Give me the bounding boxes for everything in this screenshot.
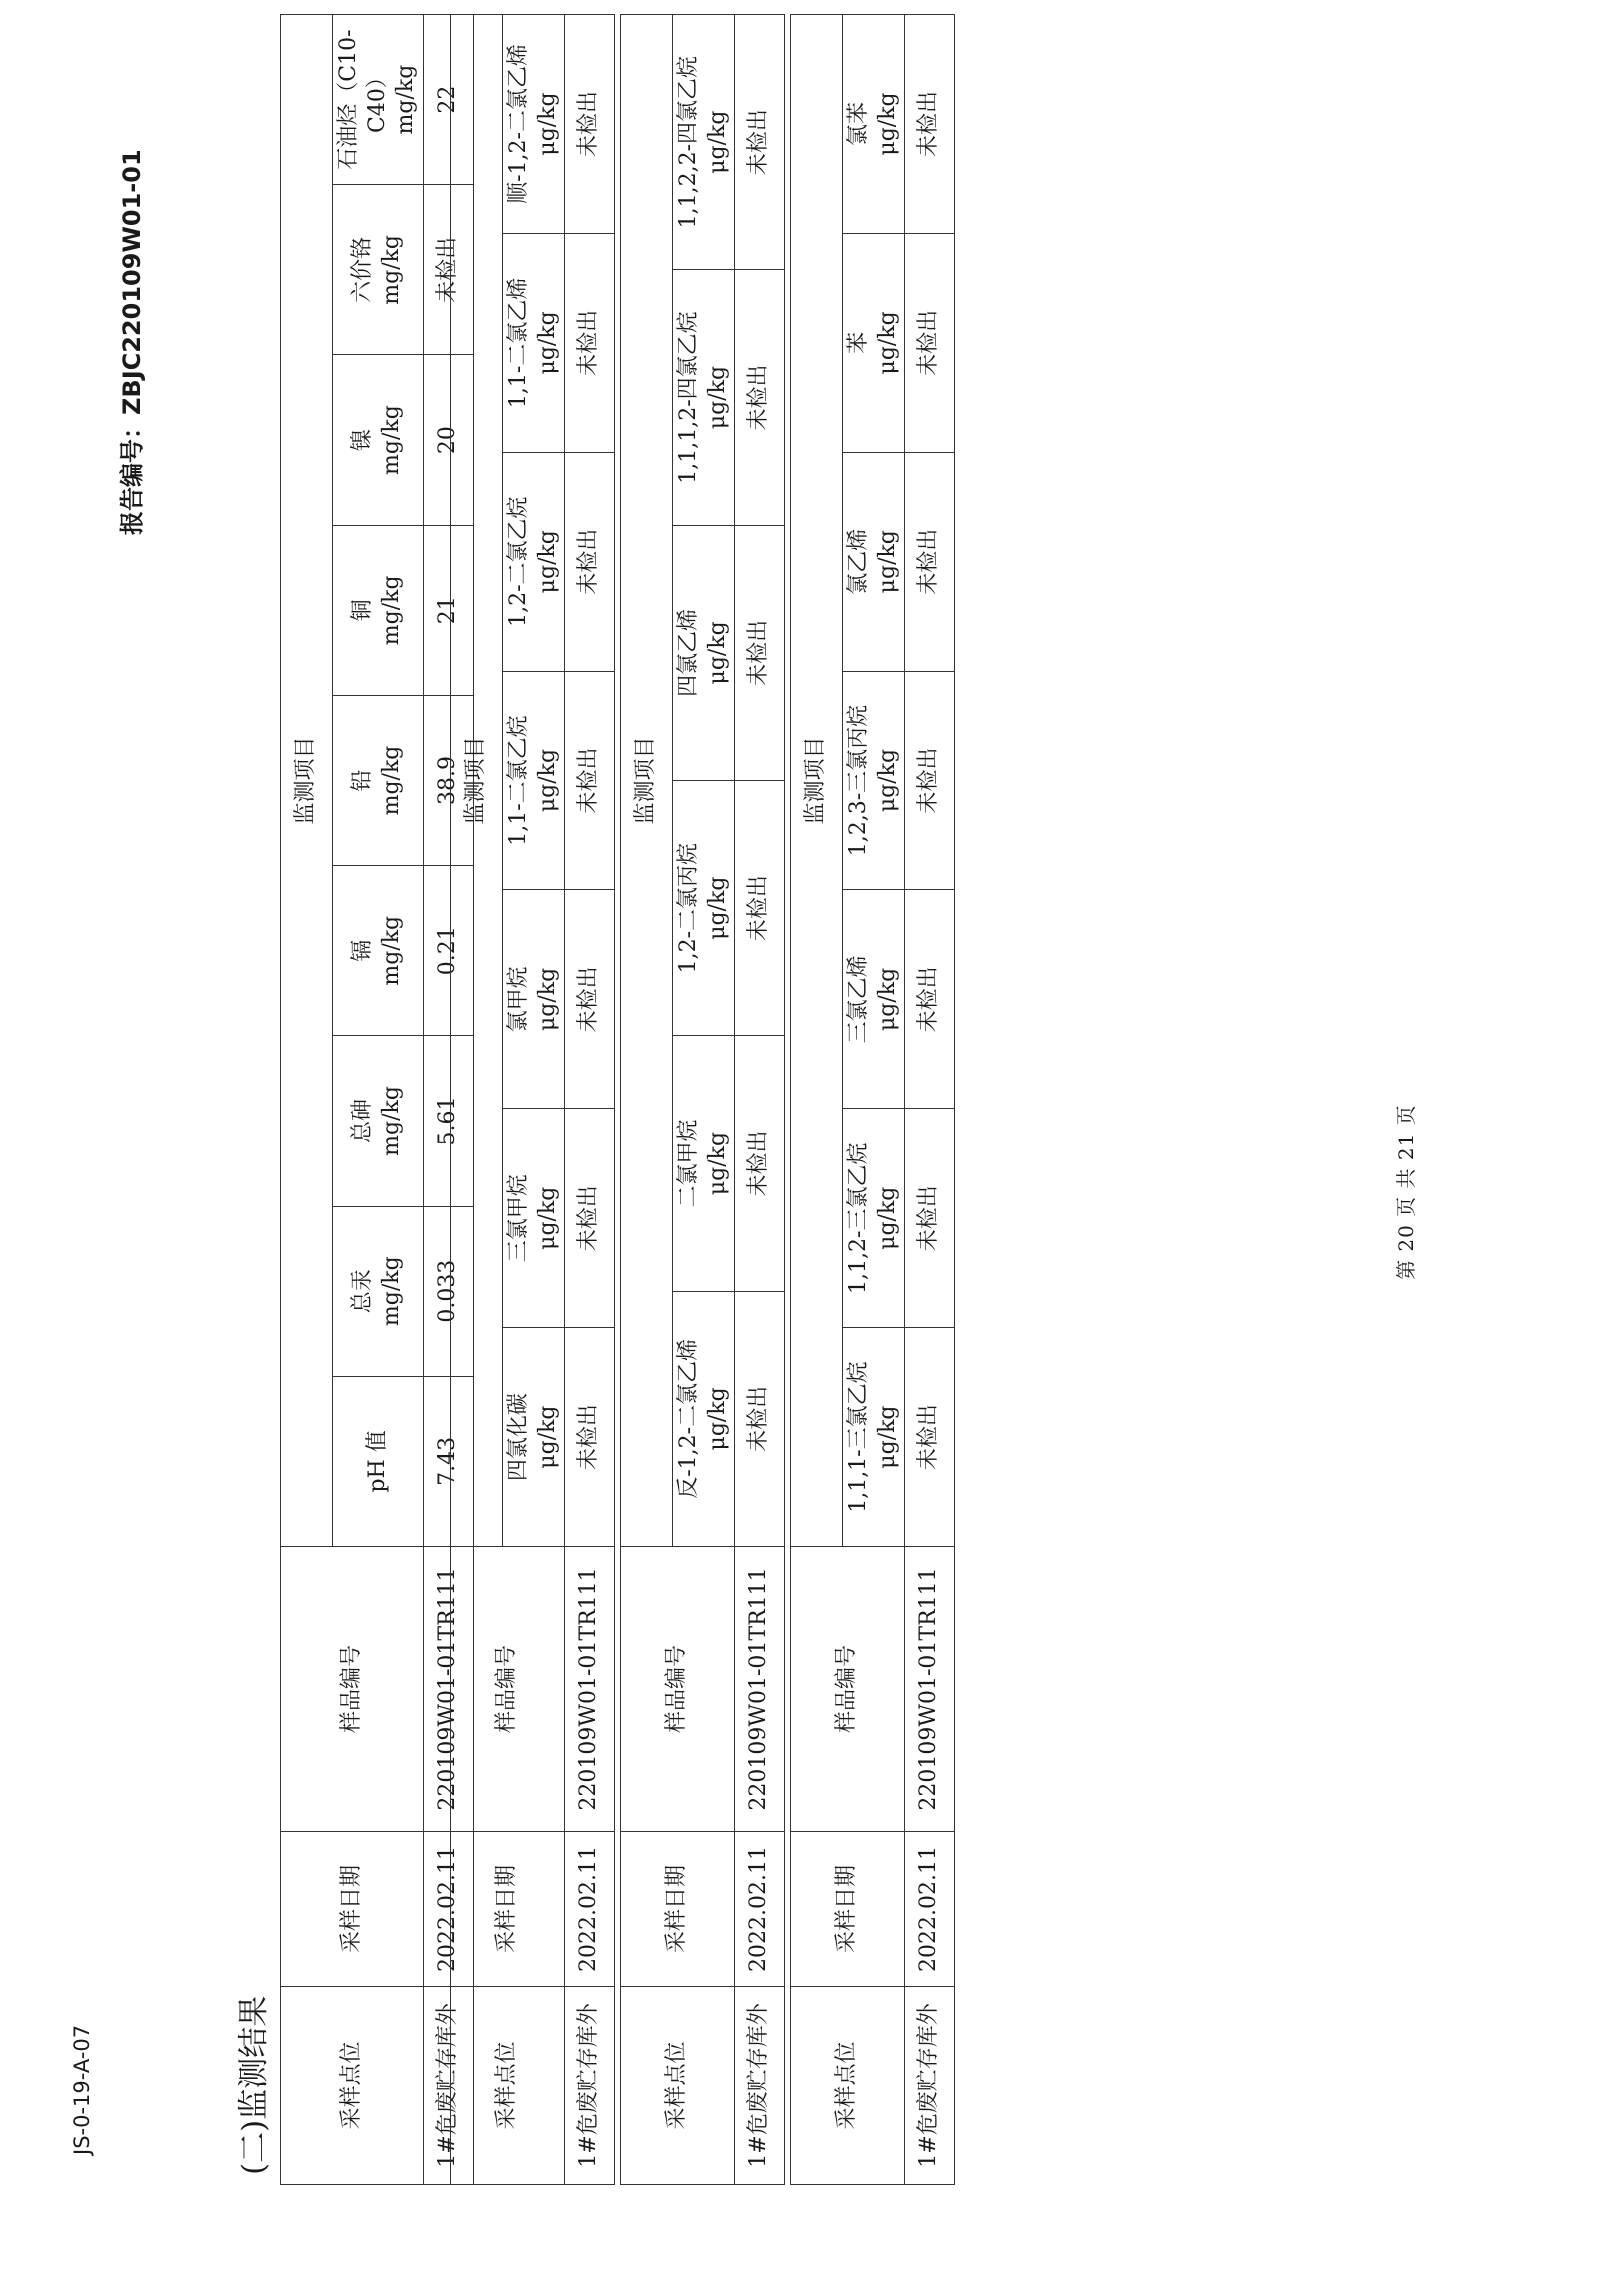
date-cell: 2022.02.11 xyxy=(565,1832,615,1987)
item-name: 铜 xyxy=(350,599,376,622)
item-name: 六价铬 xyxy=(350,236,376,303)
sample-cell: 220109W01-01TR111 xyxy=(905,1547,955,1832)
item-unit: mg/kg xyxy=(378,1086,404,1156)
item-name: 1,2-二氯丙烷 xyxy=(676,842,701,974)
item-unit: μg/kg xyxy=(704,876,730,940)
item-name: 氯苯 xyxy=(846,101,871,146)
item-header xyxy=(843,233,905,452)
item-unit: mg/kg xyxy=(378,234,404,305)
item-header xyxy=(503,671,565,890)
value-cell: 未检出 xyxy=(905,452,955,671)
value-cell: 未检出 xyxy=(735,1036,785,1291)
item-unit: μg/kg xyxy=(534,92,560,156)
item-name: 1,1,1-三氯乙烷 xyxy=(846,1361,871,1513)
table-row xyxy=(735,14,785,2184)
value-cell: 未检出 xyxy=(905,1109,955,1328)
table-row xyxy=(905,15,955,2185)
form-code: JS-0-19-A-07 xyxy=(70,2024,94,2155)
item-header xyxy=(673,1291,735,1546)
value-cell: 22 xyxy=(423,14,473,184)
item-unit: μg/kg xyxy=(874,1405,900,1469)
site-cell: 1#危废贮存库外 xyxy=(565,1987,615,2185)
item-name: 1,2,3-三氯丙烷 xyxy=(846,704,871,857)
item-unit: μg/kg xyxy=(704,365,730,430)
value-cell: 未检出 xyxy=(905,890,955,1109)
item-header xyxy=(503,890,565,1109)
item-unit: mg/kg xyxy=(378,405,404,475)
value-cell: 5.61 xyxy=(423,1036,473,1206)
item-header xyxy=(503,15,565,234)
item-name: 镉 xyxy=(350,939,376,962)
value-cell: 未检出 xyxy=(565,15,615,234)
header-row xyxy=(621,14,673,2184)
item-header xyxy=(673,14,735,269)
sample-header: 样品编号 xyxy=(791,1547,905,1832)
item-unit: mg/kg xyxy=(378,915,404,986)
item-unit: μg/kg xyxy=(874,92,900,156)
value-cell: 38.9 xyxy=(423,695,473,865)
results-table xyxy=(790,14,955,2185)
page-footer: 第 20 页 共 21 页 xyxy=(1394,1104,1418,1280)
item-header xyxy=(673,781,735,1036)
item-name: 1,1,2,2-四氯乙烷 xyxy=(676,55,701,229)
item-name: 氯甲烷 xyxy=(506,966,531,1033)
section-title: (二)监测结果 xyxy=(236,1995,272,2175)
item-header xyxy=(843,452,905,671)
item-unit: μg/kg xyxy=(874,311,900,375)
item-header xyxy=(843,1109,905,1328)
item-unit: μg/kg xyxy=(704,1387,730,1451)
item-name: 1,1,2-三氯乙烷 xyxy=(846,1142,871,1294)
date-cell: 2022.02.11 xyxy=(905,1832,955,1987)
item-header xyxy=(333,525,424,695)
value-cell: 未检出 xyxy=(423,185,473,355)
item-header xyxy=(333,1206,424,1376)
item-unit: μg/kg xyxy=(704,621,730,685)
item-name: 1,1-二氯乙烯 xyxy=(506,277,531,409)
site-cell: 1#危废贮存库外 xyxy=(905,1987,955,2185)
value-cell: 未检出 xyxy=(565,1109,615,1328)
group-header: 监测项目 xyxy=(451,15,503,1547)
value-cell: 21 xyxy=(423,525,473,695)
value-cell: 0.033 xyxy=(423,1206,473,1376)
item-unit: μg/kg xyxy=(704,110,730,174)
item-unit: μg/kg xyxy=(874,967,900,1031)
value-cell: 未检出 xyxy=(735,1291,785,1546)
date-header: 采样日期 xyxy=(791,1832,905,1987)
item-unit: μg/kg xyxy=(704,1131,730,1196)
site-cell: 1#危废贮存库外 xyxy=(735,1987,785,2185)
report-number: 报告编号：ZBJC220109W01-01 xyxy=(118,149,146,535)
date-header: 采样日期 xyxy=(621,1832,735,1987)
item-unit: mg/kg xyxy=(378,1256,404,1327)
header-row xyxy=(281,14,333,2184)
item-name: 1,1,1,2-四氯乙烷 xyxy=(676,311,701,484)
date-header: 采样日期 xyxy=(281,1832,424,1987)
group-header: 监测项目 xyxy=(621,14,673,1546)
site-header: 采样点位 xyxy=(281,1987,424,2185)
date-cell: 2022.02.11 xyxy=(735,1832,785,1987)
value-cell: 未检出 xyxy=(735,14,785,269)
item-header xyxy=(333,355,424,525)
value-cell: 7.43 xyxy=(423,1376,473,1546)
item-header xyxy=(333,1036,424,1206)
site-header: 采样点位 xyxy=(451,1987,565,2185)
value-cell: 未检出 xyxy=(565,452,615,671)
item-header xyxy=(333,14,424,184)
item-unit: μg/kg xyxy=(874,748,900,813)
item-header xyxy=(333,695,424,865)
sample-header: 样品编号 xyxy=(451,1547,565,1832)
results-table xyxy=(450,14,615,2185)
header-row xyxy=(791,15,843,2185)
item-header xyxy=(503,1109,565,1328)
site-header: 采样点位 xyxy=(621,1987,735,2185)
item-unit: μg/kg xyxy=(534,748,560,813)
results-table xyxy=(620,14,785,2185)
item-name: 镍 xyxy=(350,429,376,452)
item-name: 四氯化碳 xyxy=(506,1393,531,1482)
sample-header: 样品编号 xyxy=(281,1547,424,1832)
item-name: 总砷 xyxy=(350,1098,376,1143)
table-row xyxy=(565,15,615,2185)
item-name: 1,1-二氯乙烷 xyxy=(506,715,531,846)
results-table xyxy=(280,14,474,2185)
value-cell: 未检出 xyxy=(905,1328,955,1547)
value-cell: 20 xyxy=(423,355,473,525)
item-unit: μg/kg xyxy=(534,1405,560,1469)
item-name: 顺-1,2-二氯乙烯 xyxy=(506,44,531,204)
sample-cell: 220109W01-01TR111 xyxy=(423,1547,473,1832)
item-header xyxy=(673,270,735,525)
sample-cell: 220109W01-01TR111 xyxy=(565,1547,615,1832)
site-cell: 1#危废贮存库外 xyxy=(423,1987,473,2185)
item-name: 石油烃（C10-C40） xyxy=(336,29,390,170)
value-cell: 未检出 xyxy=(735,525,785,780)
value-cell: 未检出 xyxy=(565,1328,615,1547)
item-name: 1,2-二氯乙烷 xyxy=(506,496,531,627)
item-header xyxy=(843,1328,905,1547)
item-header xyxy=(503,1328,565,1547)
group-header: 监测项目 xyxy=(281,14,333,1546)
item-name: 三氯乙烯 xyxy=(846,955,871,1044)
item-name: 四氯乙烯 xyxy=(676,608,701,697)
date-header: 采样日期 xyxy=(451,1832,565,1987)
item-unit: μg/kg xyxy=(534,311,560,375)
item-unit: μg/kg xyxy=(534,1186,560,1250)
sample-header: 样品编号 xyxy=(621,1547,735,1832)
item-header xyxy=(843,671,905,890)
site-header: 采样点位 xyxy=(791,1987,905,2185)
item-header xyxy=(333,866,424,1036)
item-header xyxy=(843,890,905,1109)
item-unit: μg/kg xyxy=(534,967,560,1031)
group-header: 监测项目 xyxy=(791,15,843,1547)
value-cell: 0.21 xyxy=(423,866,473,1036)
item-header xyxy=(673,1036,735,1291)
item-unit: mg/kg xyxy=(378,575,404,646)
item-unit: μg/kg xyxy=(874,530,900,594)
date-cell: 2022.02.11 xyxy=(423,1832,473,1987)
item-unit: μg/kg xyxy=(534,530,560,594)
value-cell: 未检出 xyxy=(565,233,615,452)
item-name: 二氯甲烷 xyxy=(676,1119,701,1208)
item-header xyxy=(503,233,565,452)
value-cell: 未检出 xyxy=(565,890,615,1109)
value-cell: 未检出 xyxy=(565,671,615,890)
item-header xyxy=(333,1376,424,1546)
item-name: pH 值 xyxy=(364,1430,390,1493)
value-cell: 未检出 xyxy=(735,270,785,525)
item-unit: mg/kg xyxy=(378,745,404,816)
item-name: 反-1,2-二氯乙烯 xyxy=(676,1338,701,1499)
item-name: 苯 xyxy=(846,331,871,354)
value-cell: 未检出 xyxy=(735,781,785,1036)
item-header xyxy=(673,525,735,780)
item-unit: μg/kg xyxy=(874,1186,900,1250)
item-name: 总汞 xyxy=(350,1269,376,1314)
item-header xyxy=(843,15,905,234)
item-header xyxy=(503,452,565,671)
value-cell: 未检出 xyxy=(905,15,955,234)
item-name: 铅 xyxy=(350,769,376,792)
item-name: 三氯甲烷 xyxy=(506,1174,531,1263)
item-name: 氯乙烯 xyxy=(846,528,871,595)
item-unit: mg/kg xyxy=(393,64,419,135)
item-header xyxy=(333,185,424,355)
value-cell: 未检出 xyxy=(905,671,955,890)
sample-cell: 220109W01-01TR111 xyxy=(735,1547,785,1832)
header-row xyxy=(451,15,503,2185)
value-cell: 未检出 xyxy=(905,233,955,452)
